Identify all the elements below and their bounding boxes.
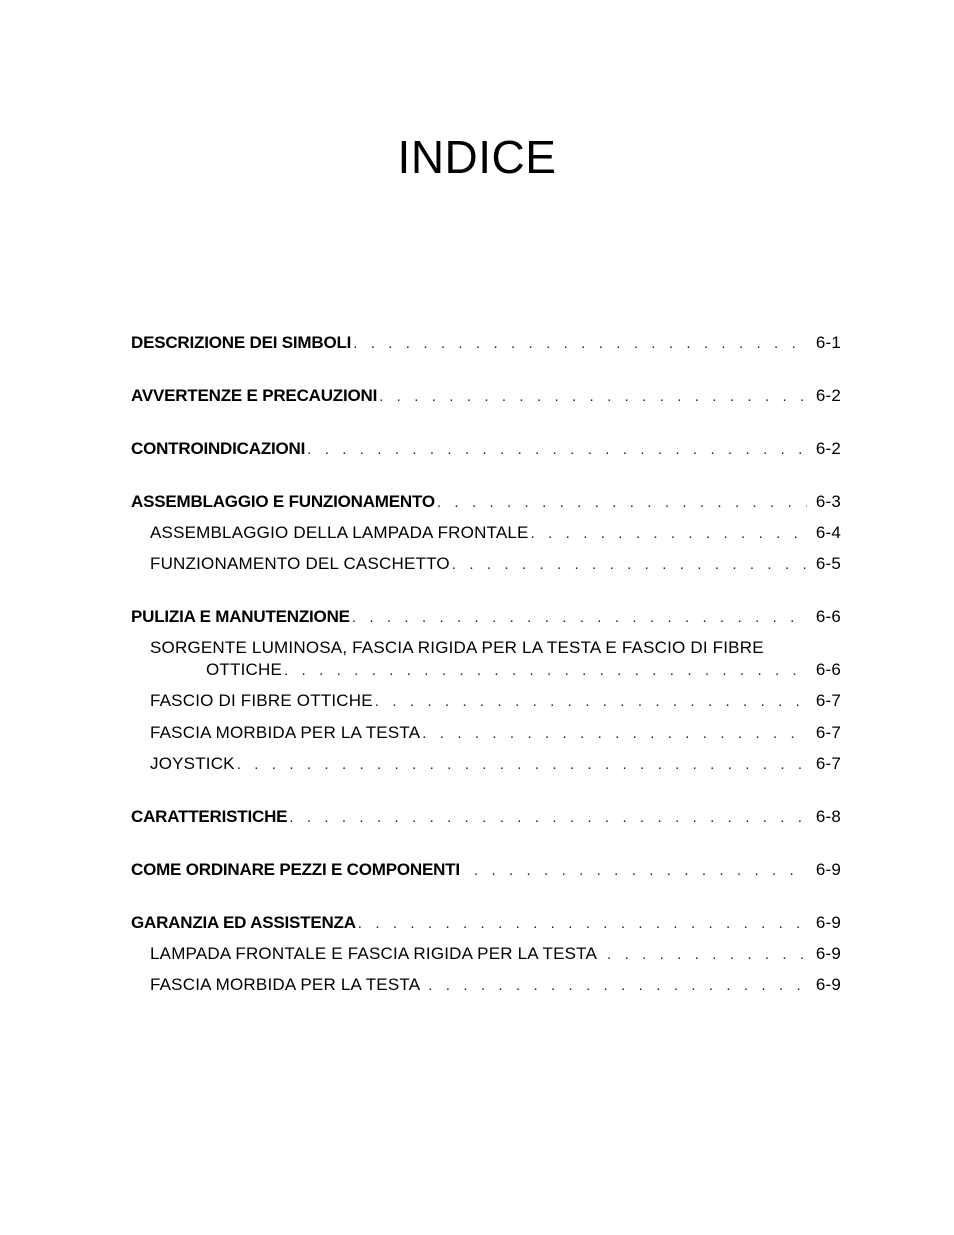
toc-entry-title: PULIZIA E MANUTENZIONE	[131, 607, 350, 626]
toc-leader-dots	[353, 331, 807, 357]
toc-page-number: 6-6	[815, 660, 841, 679]
toc-subentry-fascia-morbida[interactable]	[150, 720, 841, 746]
toc-page-number: 6-9	[815, 944, 841, 963]
toc-leader-dots	[452, 552, 807, 578]
toc-page-number: 6-8	[815, 807, 841, 826]
toc-subentry-assemblaggio-lampada-frontale[interactable]	[150, 520, 841, 546]
toc-subentry-lampada-frontale-fascia-rigida[interactable]	[150, 941, 841, 967]
toc-subentry-title: ASSEMBLAGGIO DELLA LAMPADA FRONTALE	[150, 523, 529, 542]
toc-leader-dots	[379, 384, 807, 410]
toc-subentry-title: LAMPADA FRONTALE E FASCIA RIGIDA PER LA TESTA	[150, 944, 598, 963]
toc-leader-dots	[358, 911, 807, 937]
toc-entry-garanzia-ed-assistenza[interactable]	[131, 910, 841, 936]
toc-leader-dots	[284, 658, 807, 684]
toc-subentry-fascia-morbida-garanzia[interactable]	[150, 972, 841, 998]
toc-leader-dots	[437, 490, 807, 516]
toc-entry-title: GARANZIA ED ASSISTENZA	[131, 913, 356, 932]
toc-entry-assemblaggio-e-funzionamento[interactable]	[131, 489, 841, 515]
toc-leader-dots	[607, 942, 807, 968]
toc-entry-title: CONTROINDICAZIONI	[131, 439, 306, 458]
toc-entry-descrizione-dei-simboli[interactable]	[131, 330, 841, 356]
toc-page-number: 6-2	[815, 439, 841, 458]
toc-entry-title: AVVERTENZE E PRECAUZIONI	[131, 386, 378, 405]
toc-entry-title: CARATTERISTICHE	[131, 807, 288, 826]
toc-page-number: 6-7	[815, 691, 841, 710]
toc-leader-dots	[352, 605, 807, 631]
toc-entry-pulizia-e-manutenzione[interactable]	[131, 604, 841, 630]
toc-page-number: 6-1	[815, 333, 841, 352]
toc-subentry-joystick[interactable]	[150, 751, 841, 777]
toc-subentry-sorgente-luminosa-line2[interactable]	[206, 657, 841, 683]
toc-page-number: 6-2	[815, 386, 841, 405]
toc-leader-dots	[375, 689, 807, 715]
toc-entry-come-ordinare-pezzi[interactable]	[131, 857, 841, 883]
toc-subentry-sorgente-luminosa-line1[interactable]: SORGENTE LUMINOSA, FASCIA RIGIDA PER LA TESTA E FASCIO DI FIBRE	[150, 638, 764, 657]
toc-leader-dots	[289, 805, 807, 831]
toc-entry-avvertenze-e-precauzioni[interactable]	[131, 383, 841, 409]
page-title: INDICE	[397, 130, 557, 183]
toc-entry-title: DESCRIZIONE DEI SIMBOLI	[131, 333, 352, 352]
toc-subentry-title: FASCIO DI FIBRE OTTICHE	[150, 691, 373, 710]
toc-page-number: 6-7	[815, 754, 841, 773]
toc-subentry-title-continued: OTTICHE	[206, 660, 283, 679]
toc-subentry-fascio-fibre-ottiche[interactable]	[150, 688, 841, 714]
toc-page-number: 6-5	[815, 554, 841, 573]
toc-entry-title: COME ORDINARE PEZZI E COMPONENTI	[131, 860, 460, 879]
toc-page-number: 6-6	[815, 607, 841, 626]
toc-leader-dots	[422, 721, 807, 747]
toc-entry-title: ASSEMBLAGGIO E FUNZIONAMENTO	[131, 492, 435, 511]
toc-page-number: 6-7	[815, 723, 841, 742]
toc-subentry-title: FASCIA MORBIDA PER LA TESTA	[150, 975, 421, 994]
toc-leader-dots	[474, 858, 807, 884]
toc-leader-dots	[237, 752, 807, 778]
toc-leader-dots	[428, 973, 807, 999]
toc-entry-caratteristiche[interactable]	[131, 804, 841, 830]
toc-subentry-title: JOYSTICK	[150, 754, 235, 773]
toc-entry-controindicazioni[interactable]	[131, 436, 841, 462]
toc-page-number: 6-3	[815, 492, 841, 511]
toc-page-number: 6-4	[815, 523, 841, 542]
toc-leader-dots	[307, 437, 807, 463]
toc-leader-dots	[531, 521, 807, 547]
toc-page-number: 6-9	[815, 975, 841, 994]
toc-page-number: 6-9	[815, 860, 841, 879]
toc-subentry-funzionamento-caschetto[interactable]	[150, 551, 841, 577]
toc-subentry-title: FASCIA MORBIDA PER LA TESTA	[150, 723, 421, 742]
toc-page-number: 6-9	[815, 913, 841, 932]
toc-subentry-title: FUNZIONAMENTO DEL CASCHETTO	[150, 554, 450, 573]
